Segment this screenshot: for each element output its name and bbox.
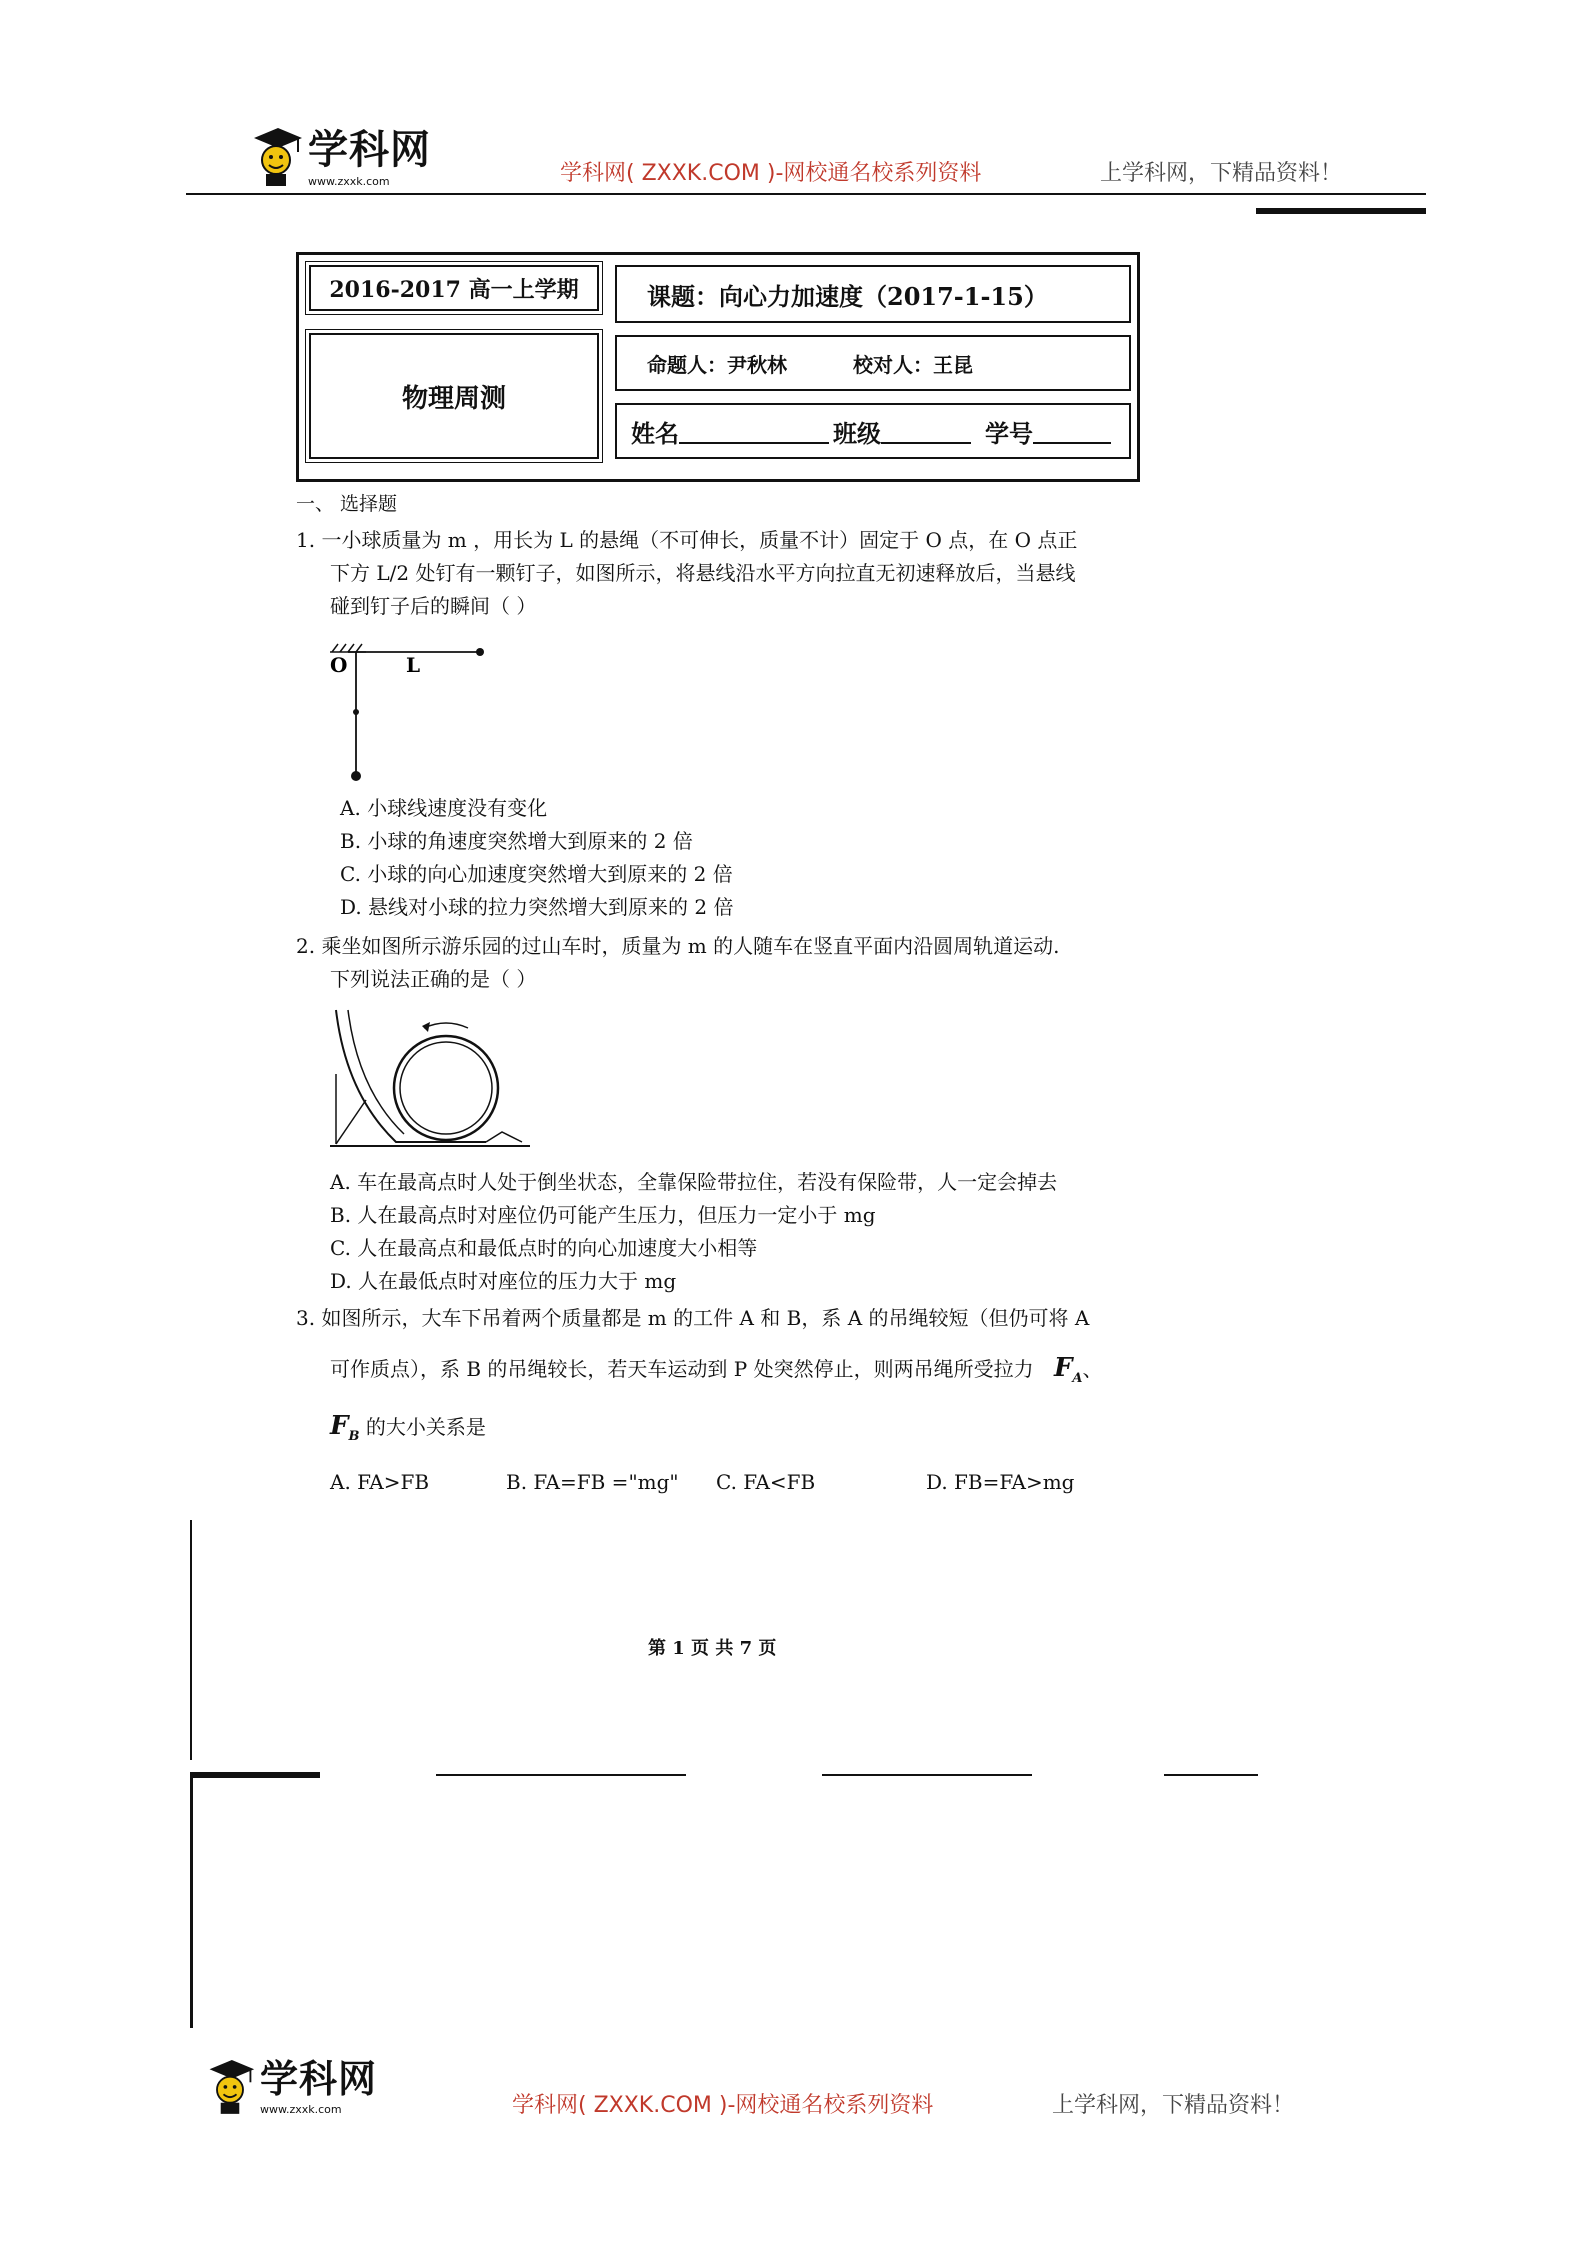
subject-cell xyxy=(309,333,599,459)
exit-track xyxy=(486,1132,522,1142)
term-text: 2016-2017 高一上学期 xyxy=(329,276,579,303)
q2-line1: 2. 乘坐如图所示游乐园的过山车时，质量为 m 的人随车在竖直平面内沿圆周轨道运动. xyxy=(296,934,1060,958)
q3-line2 xyxy=(330,1352,1103,1395)
q1-option-b[interactable]: B. 小球的角速度突然增大到原来的 2 倍 xyxy=(340,829,693,853)
q1-line1: 1. 一小球质量为 m ，用长为 L 的悬绳（不可伸长，质量不计）固定于 O 点，在 O 点正 xyxy=(296,528,1078,552)
header-logo xyxy=(248,118,431,188)
topic-text: 课题：向心力加速度（2017-1-15） xyxy=(647,281,1048,311)
q1-line2: 下方 L/2 处钉有一颗钉子，如图所示，将悬线沿水平方向拉直无初速释放后，当悬线 xyxy=(330,561,1076,585)
force-fb: $F_B$ xyxy=(330,1411,360,1445)
q3-line3 xyxy=(330,1410,486,1453)
header-center-text: 学科网( ZXXK.COM )-网校通名校系列资料 xyxy=(560,161,982,186)
scholar-mascot-icon xyxy=(204,2056,256,2116)
q3-option-a[interactable]: A. FA>FB xyxy=(330,1470,430,1494)
page-number: 第 1 页 共 7 页 xyxy=(648,1638,777,1659)
scholar-mascot-icon xyxy=(248,124,304,188)
ball-bottom xyxy=(351,771,361,781)
q1-option-c[interactable]: C. 小球的向心加速度突然增大到原来的 2 倍 xyxy=(340,862,733,886)
loop-inner xyxy=(400,1042,492,1134)
q3-line3-text: 的大小关系是 xyxy=(365,1415,486,1439)
q1-option-d[interactable]: D. 悬线对小球的拉力突然增大到原来的 2 倍 xyxy=(340,895,734,919)
coaster-ramp xyxy=(336,1010,486,1142)
name-label: 姓名 xyxy=(631,418,679,448)
q2-option-c[interactable]: C. 人在最高点和最低点时的向心加速度大小相等 xyxy=(330,1236,758,1260)
term-cell xyxy=(309,265,599,311)
footer-right-text: 上学科网，下精品资料！ xyxy=(1052,2093,1295,2118)
class-label: 班级 xyxy=(833,418,881,448)
scan-edge-left-2 xyxy=(190,1776,193,2028)
checker-text: 校对人：王昆 xyxy=(853,352,973,377)
support-2 xyxy=(336,1100,366,1144)
q3-option-b[interactable]: B. FA=FB ="mg" xyxy=(506,1470,679,1494)
id-label: 学号 xyxy=(985,418,1033,448)
q1-line3: 碰到钉子后的瞬间（ ） xyxy=(330,594,537,618)
label-o: O xyxy=(330,653,348,677)
footer-logo xyxy=(204,2048,377,2116)
q1-option-a[interactable]: A. 小球线速度没有变化 xyxy=(340,796,548,820)
title-box xyxy=(296,252,1140,482)
header-rule xyxy=(186,193,1426,195)
name-blank[interactable] xyxy=(679,418,829,444)
author-cell xyxy=(615,335,1131,391)
footer-logo-text: 学科网 xyxy=(260,2057,378,2101)
arrow-head xyxy=(422,1022,430,1032)
class-blank[interactable] xyxy=(881,418,971,444)
header-right-text: 上学科网，下精品资料！ xyxy=(1100,161,1343,186)
force-fa: $F_A$ xyxy=(1053,1353,1083,1387)
q2-roller-coaster-figure xyxy=(326,1004,536,1154)
ceiling-hatch xyxy=(330,644,366,652)
q2-option-a[interactable]: A. 车在最高点时人处于倒坐状态，全靠保险带拉住，若没有保险带，人一定会掉去 xyxy=(330,1170,1058,1194)
q3-line2-text: 可作质点），系 B 的吊绳较长，若天车运动到 P 处突然停止，则两吊绳所受拉力 xyxy=(330,1357,1034,1381)
q3-option-c[interactable]: C. FA<FB xyxy=(716,1470,816,1494)
ball-horizontal xyxy=(476,648,484,656)
q3-line1: 3. 如图所示，大车下吊着两个质量都是 m 的工件 A 和 B，系 A 的吊绳较短（但仍可将 A xyxy=(296,1306,1090,1330)
q2-option-d[interactable]: D. 人在最低点时对座位的压力大于 mg xyxy=(330,1269,677,1293)
scan-edge-left-1 xyxy=(190,1520,192,1760)
id-blank[interactable] xyxy=(1033,418,1111,444)
q2-line2: 下列说法正确的是（ ） xyxy=(330,967,537,991)
subject-text: 物理周测 xyxy=(401,383,506,414)
label-l: L xyxy=(406,653,421,677)
scan-divider xyxy=(190,1772,320,1778)
header-rule-thick xyxy=(1256,208,1426,214)
author-text: 命题人：尹秋林 xyxy=(647,352,787,377)
scan-divider-3 xyxy=(822,1774,1032,1776)
q2-option-b[interactable]: B. 人在最高点时对座位仍可能产生压力，但压力一定小于 mg xyxy=(330,1203,876,1227)
separator: 、 xyxy=(1082,1357,1103,1381)
rotation-arrow xyxy=(424,1023,468,1028)
logo-text: 学科网 xyxy=(308,127,431,173)
student-info-cell xyxy=(615,403,1131,459)
loop-outer xyxy=(394,1036,498,1140)
topic-cell xyxy=(615,265,1131,323)
q3-option-d[interactable]: D. FB=FA>mg xyxy=(926,1470,1075,1494)
footer-center-text: 学科网( ZXXK.COM )-网校通名校系列资料 xyxy=(512,2093,934,2118)
nail-dot xyxy=(353,709,359,715)
logo-url: www.zxxk.com xyxy=(308,175,390,188)
q1-pendulum-figure xyxy=(320,630,500,790)
scan-divider-4 xyxy=(1164,1774,1258,1776)
footer-logo-url: www.zxxk.com xyxy=(260,2103,342,2116)
section-heading: 一、 选择题 xyxy=(296,493,398,515)
scan-divider-2 xyxy=(436,1774,686,1776)
